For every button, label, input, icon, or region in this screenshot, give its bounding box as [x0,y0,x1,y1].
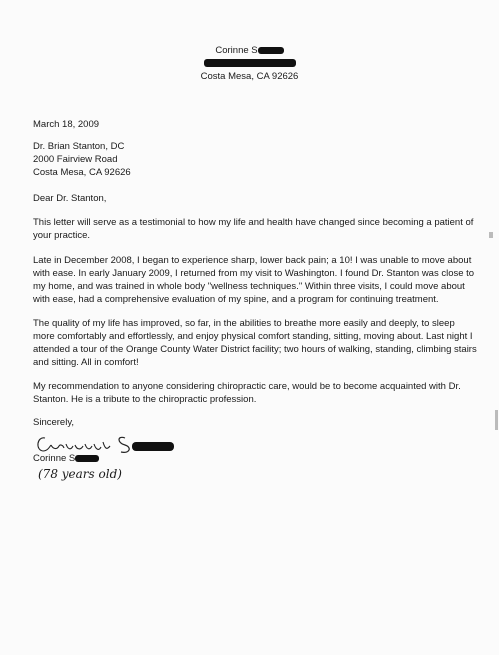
body-paragraph: This letter will serve as a testimonial to how my life and health have changed since becoming a patient of your practice. [33,217,474,241]
salutation: Dear Dr. Stanton, [33,193,107,204]
recipient-street: 2000 Fairview Road [33,154,118,165]
sender-street-redacted [0,57,499,70]
recipient-city: Costa Mesa, CA 92626 [33,167,131,178]
typed-name-line [33,452,478,465]
body-paragraph: My recommendation to anyone considering chiropractic care, would be to become acquainted with Dr. Stanton. He is a tribute to the chiropractic profession. [33,381,461,405]
body-paragraph: Late in December 2008, I began to experience sharp, lower back pain; a 10! I was unable to move about with ease. In early January 2009, I returned from my visit to Washington. I found Dr. Stanton was close to my home, and was trained in whole body "wellness techniques." Within three visits, I could move about with ease, had a comprehensive evaluation of my spine, and a program for continuing treatment. [33,255,475,305]
handwritten-age-note: (78 years old) [38,467,122,481]
letterhead [0,44,499,83]
redaction-bar [258,47,284,54]
redaction-bar [204,59,296,67]
sender-city: Costa Mesa, CA 92626 [200,71,299,82]
typed-name: Corinne S [33,453,76,464]
sender-name: Corinne S [215,45,258,56]
letter-date: March 18, 2009 [33,119,100,130]
sender-name-line [0,44,499,57]
recipient-name: Dr. Brian Stanton, DC [33,141,125,152]
recipient-address [33,140,478,179]
redaction-bar [75,455,99,462]
body-paragraph: The quality of my life has improved, so far, in the abilities to breathe more easily and deeply, to sleep more comfortably and effortlessly, and enjoy physical comfort standing, sitting, moving about. Last night I attended a tour of the Orange County Water District facility; two hours of walking, standing, climbing stairs and sitting. All in comfort! [33,318,477,368]
scan-speck [495,410,498,430]
scan-speck [489,232,493,238]
closing: Sincerely, [33,417,75,428]
